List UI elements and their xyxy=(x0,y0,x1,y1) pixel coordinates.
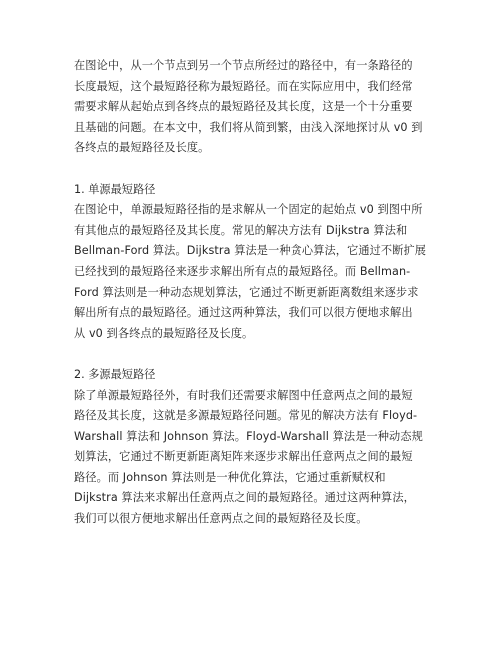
intro-paragraph xyxy=(74,56,434,159)
section-1-line: 解出所有点的最短路径。通过这两种算法，我们可以很方便地求解出 xyxy=(74,306,413,320)
intro-line: 需要求解从起始点到各终点的最短路径及其长度，这是一个十分重要 xyxy=(74,100,413,114)
section-2-line: Dijkstra 算法来求解出任意两点之间的最短路径。通过这两种算法， xyxy=(74,491,415,505)
section-1-line: Bellman-Ford 算法。Dijkstra 算法是一种贪心算法，它通过不断扩展 xyxy=(74,244,427,258)
section-1-line: 从 v0 到各终点的最短路径及长度。 xyxy=(74,326,254,340)
section-2-line: Warshall 算法和 Johnson 算法。Floyd-Warshall 算法是一种动态规 xyxy=(74,429,423,443)
paragraph-spacer xyxy=(74,159,434,180)
intro-line: 且基础的问题。在本文中，我们将从简到繁，由浅入深地探讨从 v0 到 xyxy=(74,120,423,134)
section-1-paragraph xyxy=(74,200,434,344)
section-2-line: 除了单源最短路径外，有时我们还需要求解图中任意两点之间的最短 xyxy=(74,388,413,402)
document-body xyxy=(74,56,434,530)
intro-line: 各终点的最短路径及长度。 xyxy=(74,141,210,155)
section-1-line: 有其他点的最短路径及其长度。常见的解决方法有 Dijkstra 算法和 xyxy=(74,223,408,237)
section-2-line: 路径。而 Johnson 算法则是一种优化算法，它通过重新赋权和 xyxy=(74,470,386,484)
section-1-heading: 1. 单源最短路径 xyxy=(74,182,156,196)
intro-line: 在图论中，从一个节点到另一个节点所经过的路径中，有一条路径的 xyxy=(74,59,413,72)
section-2-line: 划算法，它通过不断更新距离矩阵来逐步求解出任意两点之间的最短 xyxy=(74,450,413,464)
section-1-line: 已经找到的最短路径来逐步求解出所有点的最短路径。而 Bellman- xyxy=(74,264,411,278)
section-2-paragraph xyxy=(74,386,434,530)
section-1-line: 在图论中，单源最短路径指的是求解从一个固定的起始点 v0 到图中所 xyxy=(74,203,423,217)
paragraph-spacer xyxy=(74,344,434,365)
intro-line: 长度最短，这个最短路径称为最短路径。而在实际应用中，我们经常 xyxy=(74,79,413,93)
section-1-line: Ford 算法则是一种动态规划算法，它通过不断更新距离数组来逐步求 xyxy=(74,285,419,299)
section-2-heading: 2. 多源最短路径 xyxy=(74,367,156,381)
section-2-line: 我们可以很方便地求解出任意两点之间的最短路径及长度。 xyxy=(74,512,368,526)
section-2-line: 路径及其长度，这就是多源最短路径问题。常见的解决方法有 Floyd- xyxy=(74,409,418,423)
